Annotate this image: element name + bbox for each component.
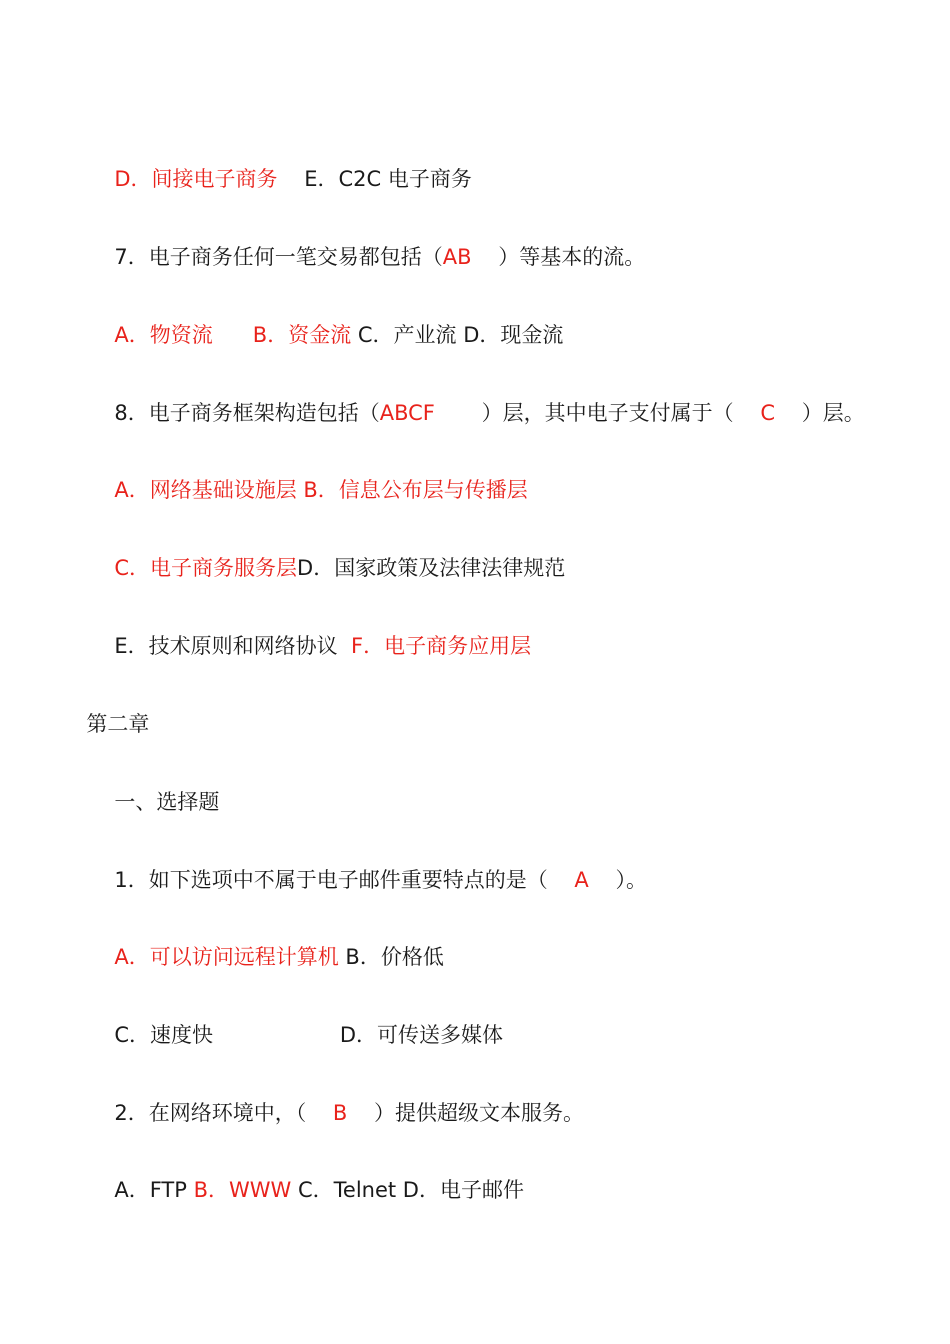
answer-option: A．网络基础设施层 B．信息公布层与传播层 bbox=[114, 478, 528, 502]
question-text: ）层。 bbox=[775, 401, 865, 425]
line-option-d-e bbox=[101, 137, 472, 191]
question-7 bbox=[101, 215, 646, 269]
answer-text: C bbox=[760, 401, 775, 425]
option-text: C．速度快 D．可传送多媒体 bbox=[114, 1023, 504, 1047]
question-text: 2．在网络环境中，（ bbox=[114, 1101, 333, 1125]
chapter-title: 第二章 bbox=[86, 712, 150, 736]
option-text: C．Telnet D．电子邮件 bbox=[291, 1178, 524, 1202]
question-7-options bbox=[101, 293, 564, 347]
option-text: A．FTP bbox=[114, 1178, 194, 1202]
question-text: 7．电子商务任何一笔交易都包括（ bbox=[114, 245, 443, 269]
answer-text: AB bbox=[442, 245, 472, 269]
question-2-options bbox=[101, 1148, 524, 1202]
option-text: B．价格低 bbox=[338, 945, 444, 969]
question-8-options-c-d bbox=[101, 526, 566, 580]
answer-option: C．电子商务服务层 bbox=[114, 556, 298, 580]
question-1-options-c-d bbox=[101, 993, 504, 1047]
answer-text: B bbox=[332, 1101, 348, 1125]
answer-option: A．物资流 bbox=[114, 323, 213, 347]
section-title: 一、选择题 bbox=[114, 790, 220, 814]
section-heading bbox=[101, 760, 220, 814]
option-spacer bbox=[213, 323, 253, 347]
question-8 bbox=[101, 371, 865, 425]
answer-option: B．WWW bbox=[193, 1178, 292, 1202]
option-text: C．产业流 D．现金流 bbox=[351, 323, 564, 347]
answer-option: B．资金流 bbox=[252, 323, 352, 347]
answer-option: D．间接电子商务 bbox=[114, 167, 278, 191]
question-text: ）层，其中电子支付属于（ bbox=[434, 401, 761, 425]
question-8-options-a-b bbox=[101, 448, 528, 502]
question-text: ）。 bbox=[588, 868, 647, 892]
answer-text: ABCF bbox=[379, 401, 435, 425]
question-2 bbox=[101, 1071, 585, 1125]
option-text: E．技术原则和网络协议 bbox=[114, 634, 351, 658]
question-1 bbox=[101, 838, 647, 892]
question-text: 1．如下选项中不属于电子邮件重要特点的是（ bbox=[114, 868, 575, 892]
answer-option: F．电子商务应用层 bbox=[350, 634, 532, 658]
chapter-heading bbox=[73, 682, 150, 736]
option-text: E．C2C 电子商务 bbox=[277, 167, 472, 191]
question-8-options-e-f bbox=[101, 604, 532, 658]
question-text: 8．电子商务框架构造包括（ bbox=[114, 401, 380, 425]
option-text: D．国家政策及法律法律规范 bbox=[297, 556, 566, 580]
question-text: ）等基本的流。 bbox=[471, 245, 646, 269]
answer-text: A bbox=[574, 868, 589, 892]
question-1-options-a-b bbox=[101, 915, 444, 969]
answer-option: A．可以访问远程计算机 bbox=[114, 945, 339, 969]
question-text: ）提供超级文本服务。 bbox=[347, 1101, 585, 1125]
